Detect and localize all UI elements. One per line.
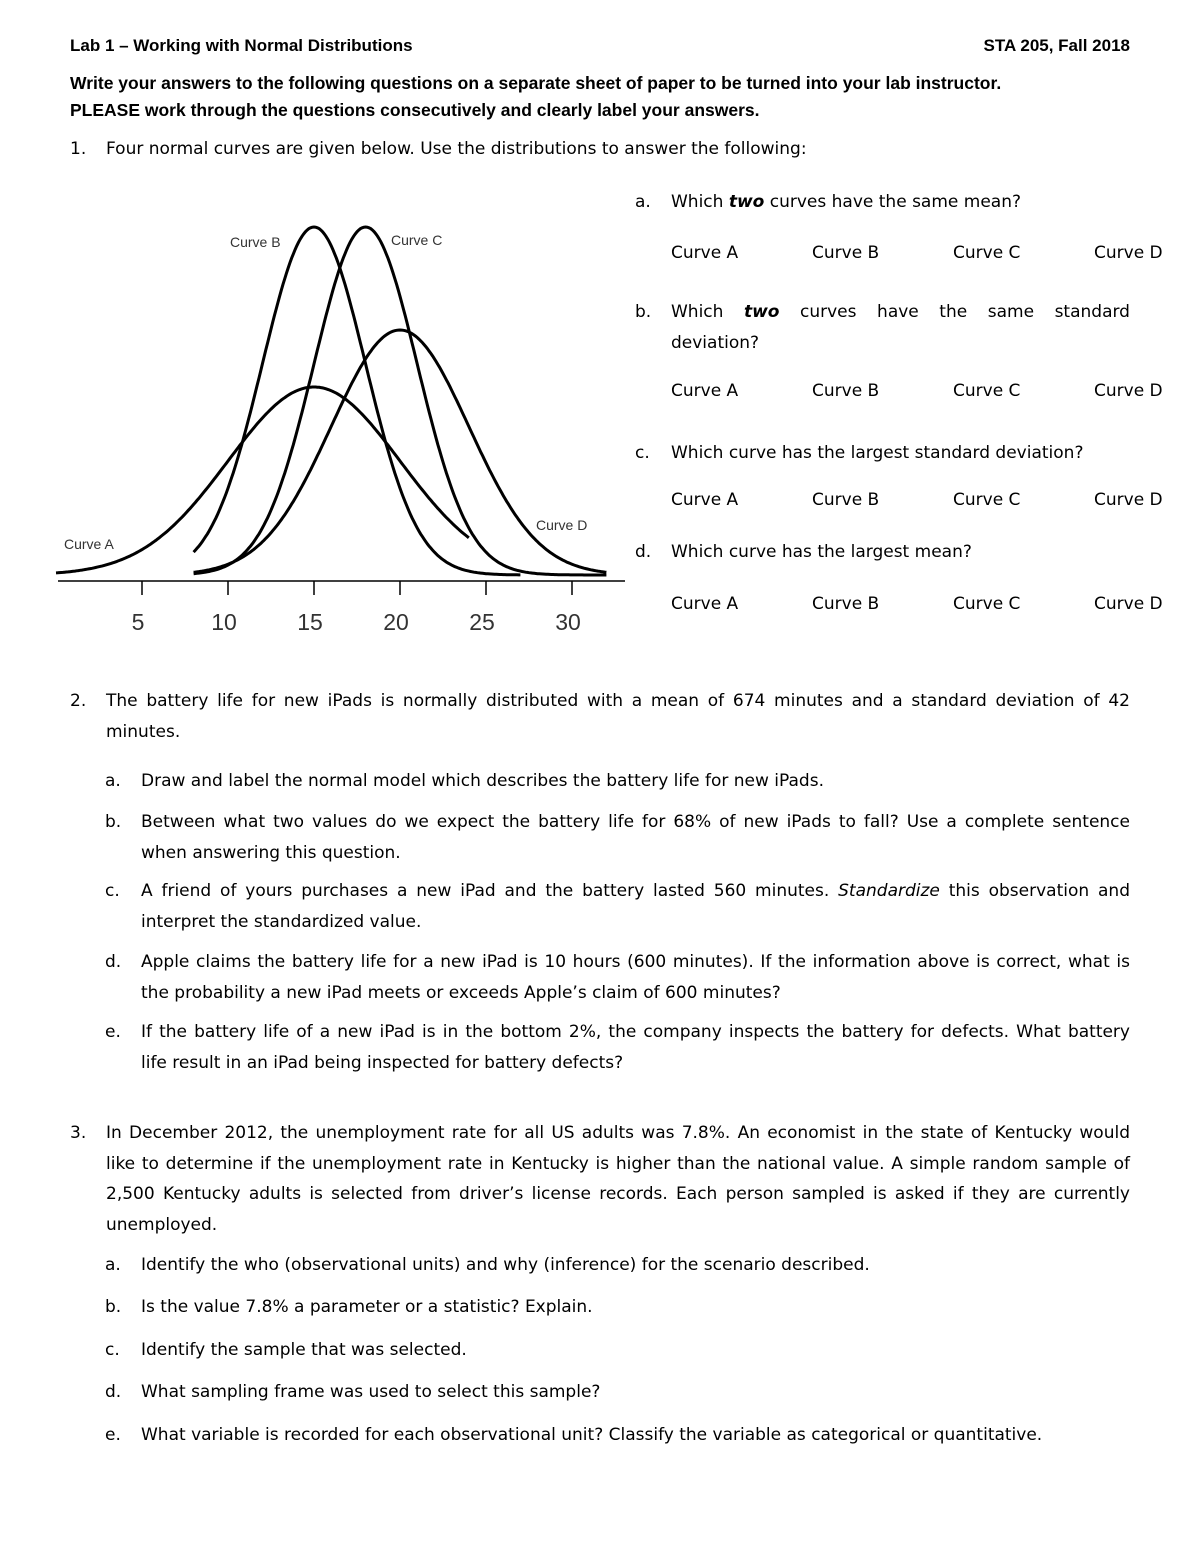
x-tick-label: 20 <box>383 609 409 635</box>
question-number: 1. <box>70 139 87 159</box>
q2-part-a <box>105 766 1130 798</box>
choice-curve-a: Curve A <box>671 243 739 263</box>
page-header <box>70 36 1130 60</box>
instructions <box>70 70 1140 124</box>
q2-part-d <box>105 947 1130 1011</box>
part-letter: b. <box>105 812 122 832</box>
x-tick-label: 5 <box>131 609 145 635</box>
q2-part-e <box>105 1017 1130 1081</box>
choice-curve-d: Curve D <box>1094 490 1163 510</box>
choice-curve-c: Curve C <box>953 381 1021 401</box>
curves <box>56 227 606 575</box>
normal-curves-chart <box>50 195 630 655</box>
question-text: The battery life for new iPads is normally distributed with a mean of 674 minutes and a standard deviation of 42 minutes. <box>106 691 1130 742</box>
part-text: Identify the sample that was selected. <box>141 1340 467 1360</box>
q1-d-choices <box>671 594 1171 618</box>
curve-a-label: Curve A <box>64 536 114 552</box>
choice-curve-c: Curve C <box>953 243 1021 263</box>
q1-c-choices <box>671 490 1171 514</box>
curve-d-line <box>194 330 607 572</box>
choice-curve-c: Curve C <box>953 490 1021 510</box>
x-tick-label: 25 <box>469 609 495 635</box>
part-letter: a. <box>635 192 651 212</box>
part-letter: d. <box>105 952 122 972</box>
part-letter: a. <box>105 1255 121 1275</box>
choice-curve-b: Curve B <box>812 243 880 263</box>
part-text: Which two curves have the same mean? <box>671 192 1022 212</box>
part-text: If the battery life of a new iPad is in the bottom 2%, the company inspects the battery for defects. What battery life result in an iPad being inspected for battery defects? <box>141 1022 1130 1073</box>
choice-curve-d: Curve D <box>1094 594 1163 614</box>
choice-curve-b: Curve B <box>812 594 880 614</box>
curve-c-label: Curve C <box>391 232 443 248</box>
x-tick-label: 10 <box>211 609 237 635</box>
q1-part-b <box>635 297 1130 361</box>
choice-curve-c: Curve C <box>953 594 1021 614</box>
part-letter: d. <box>635 542 652 562</box>
part-text: Which curve has the largest mean? <box>671 542 972 562</box>
part-letter: c. <box>635 443 650 463</box>
question-number: 3. <box>70 1123 87 1143</box>
q2-part-b <box>105 807 1130 871</box>
part-letter: e. <box>105 1425 121 1445</box>
lab-title: Lab 1 – Working with Normal Distributions <box>70 36 413 55</box>
q1-b-choices <box>671 381 1171 405</box>
choice-curve-b: Curve B <box>812 490 880 510</box>
q3-part-e <box>105 1420 1130 1452</box>
part-text: What sampling frame was used to select this sample? <box>141 1382 601 1402</box>
part-letter: a. <box>105 771 121 791</box>
q3-part-c <box>105 1335 1130 1367</box>
part-text: Draw and label the normal model which describes the battery life for new iPads. <box>141 771 824 791</box>
part-text: Identify the who (observational units) and why (inference) for the scenario described. <box>141 1255 870 1275</box>
question-3 <box>70 1118 1130 1242</box>
q3-part-a <box>105 1250 1130 1282</box>
part-letter: c. <box>105 1340 120 1360</box>
question-2 <box>70 686 1130 750</box>
part-text: Is the value 7.8% a parameter or a statistic? Explain. <box>141 1297 593 1317</box>
q3-part-b <box>105 1292 1130 1324</box>
instructions-line-1: Write your answers to the following questions on a separate sheet of paper to be turned into your lab instructor. <box>70 73 1002 93</box>
part-text: Which curve has the largest standard deviation? <box>671 443 1084 463</box>
q1-part-a <box>635 187 1130 219</box>
q1-part-d <box>635 537 1130 569</box>
x-tick-label: 30 <box>555 609 581 635</box>
course-label: STA 205, Fall 2018 <box>983 36 1130 55</box>
choice-curve-d: Curve D <box>1094 243 1163 263</box>
part-letter: e. <box>105 1022 121 1042</box>
q1-a-choices <box>671 243 1171 267</box>
part-letter: c. <box>105 881 120 901</box>
curve-b-line <box>194 227 521 575</box>
part-text: Between what two values do we expect the battery life for 68% of new iPads to fall? Use a complete sentence when answering this question. <box>141 812 1130 863</box>
question-number: 2. <box>70 691 87 711</box>
x-tick-label: 15 <box>297 609 323 635</box>
q2-part-c <box>105 876 1130 940</box>
part-text: What variable is recorded for each observational unit? Classify the variable as categorical or quantitative. <box>141 1425 1043 1445</box>
part-letter: b. <box>105 1297 122 1317</box>
part-text: Which two curves have the same standard deviation? <box>671 302 1130 353</box>
curve-d-label: Curve D <box>536 517 588 533</box>
question-text: In December 2012, the unemployment rate for all US adults was 7.8%. An economist in the state of Kentucky would like to determine if the unemployment rate in Kentucky is higher than the national value. A simple random sample of 2,500 Kentucky adults is selected from driver’s license records. Each person sampled is asked if they are currently unemployed. <box>106 1123 1130 1235</box>
x-axis <box>58 581 625 635</box>
part-letter: d. <box>105 1382 122 1402</box>
curve-b-label: Curve B <box>230 234 281 250</box>
choice-curve-d: Curve D <box>1094 381 1163 401</box>
q3-part-d <box>105 1377 1130 1409</box>
choice-curve-b: Curve B <box>812 381 880 401</box>
question-text: Four normal curves are given below. Use the distributions to answer the following: <box>106 139 807 159</box>
question-1 <box>70 134 1130 166</box>
instructions-line-2: PLEASE work through the questions consecutively and clearly label your answers. <box>70 100 760 120</box>
q1-part-c <box>635 438 1130 470</box>
part-text: Apple claims the battery life for a new iPad is 10 hours (600 minutes). If the information above is correct, what is the probability a new iPad meets or exceeds Apple’s claim of 600 minutes? <box>141 952 1130 1003</box>
curve-a-line <box>56 387 469 573</box>
part-text: A friend of yours purchases a new iPad and the battery lasted 560 minutes. Standardize this observation and interpret the standardized value. <box>141 881 1130 932</box>
choice-curve-a: Curve A <box>671 381 739 401</box>
choice-curve-a: Curve A <box>671 594 739 614</box>
choice-curve-a: Curve A <box>671 490 739 510</box>
part-letter: b. <box>635 302 652 322</box>
